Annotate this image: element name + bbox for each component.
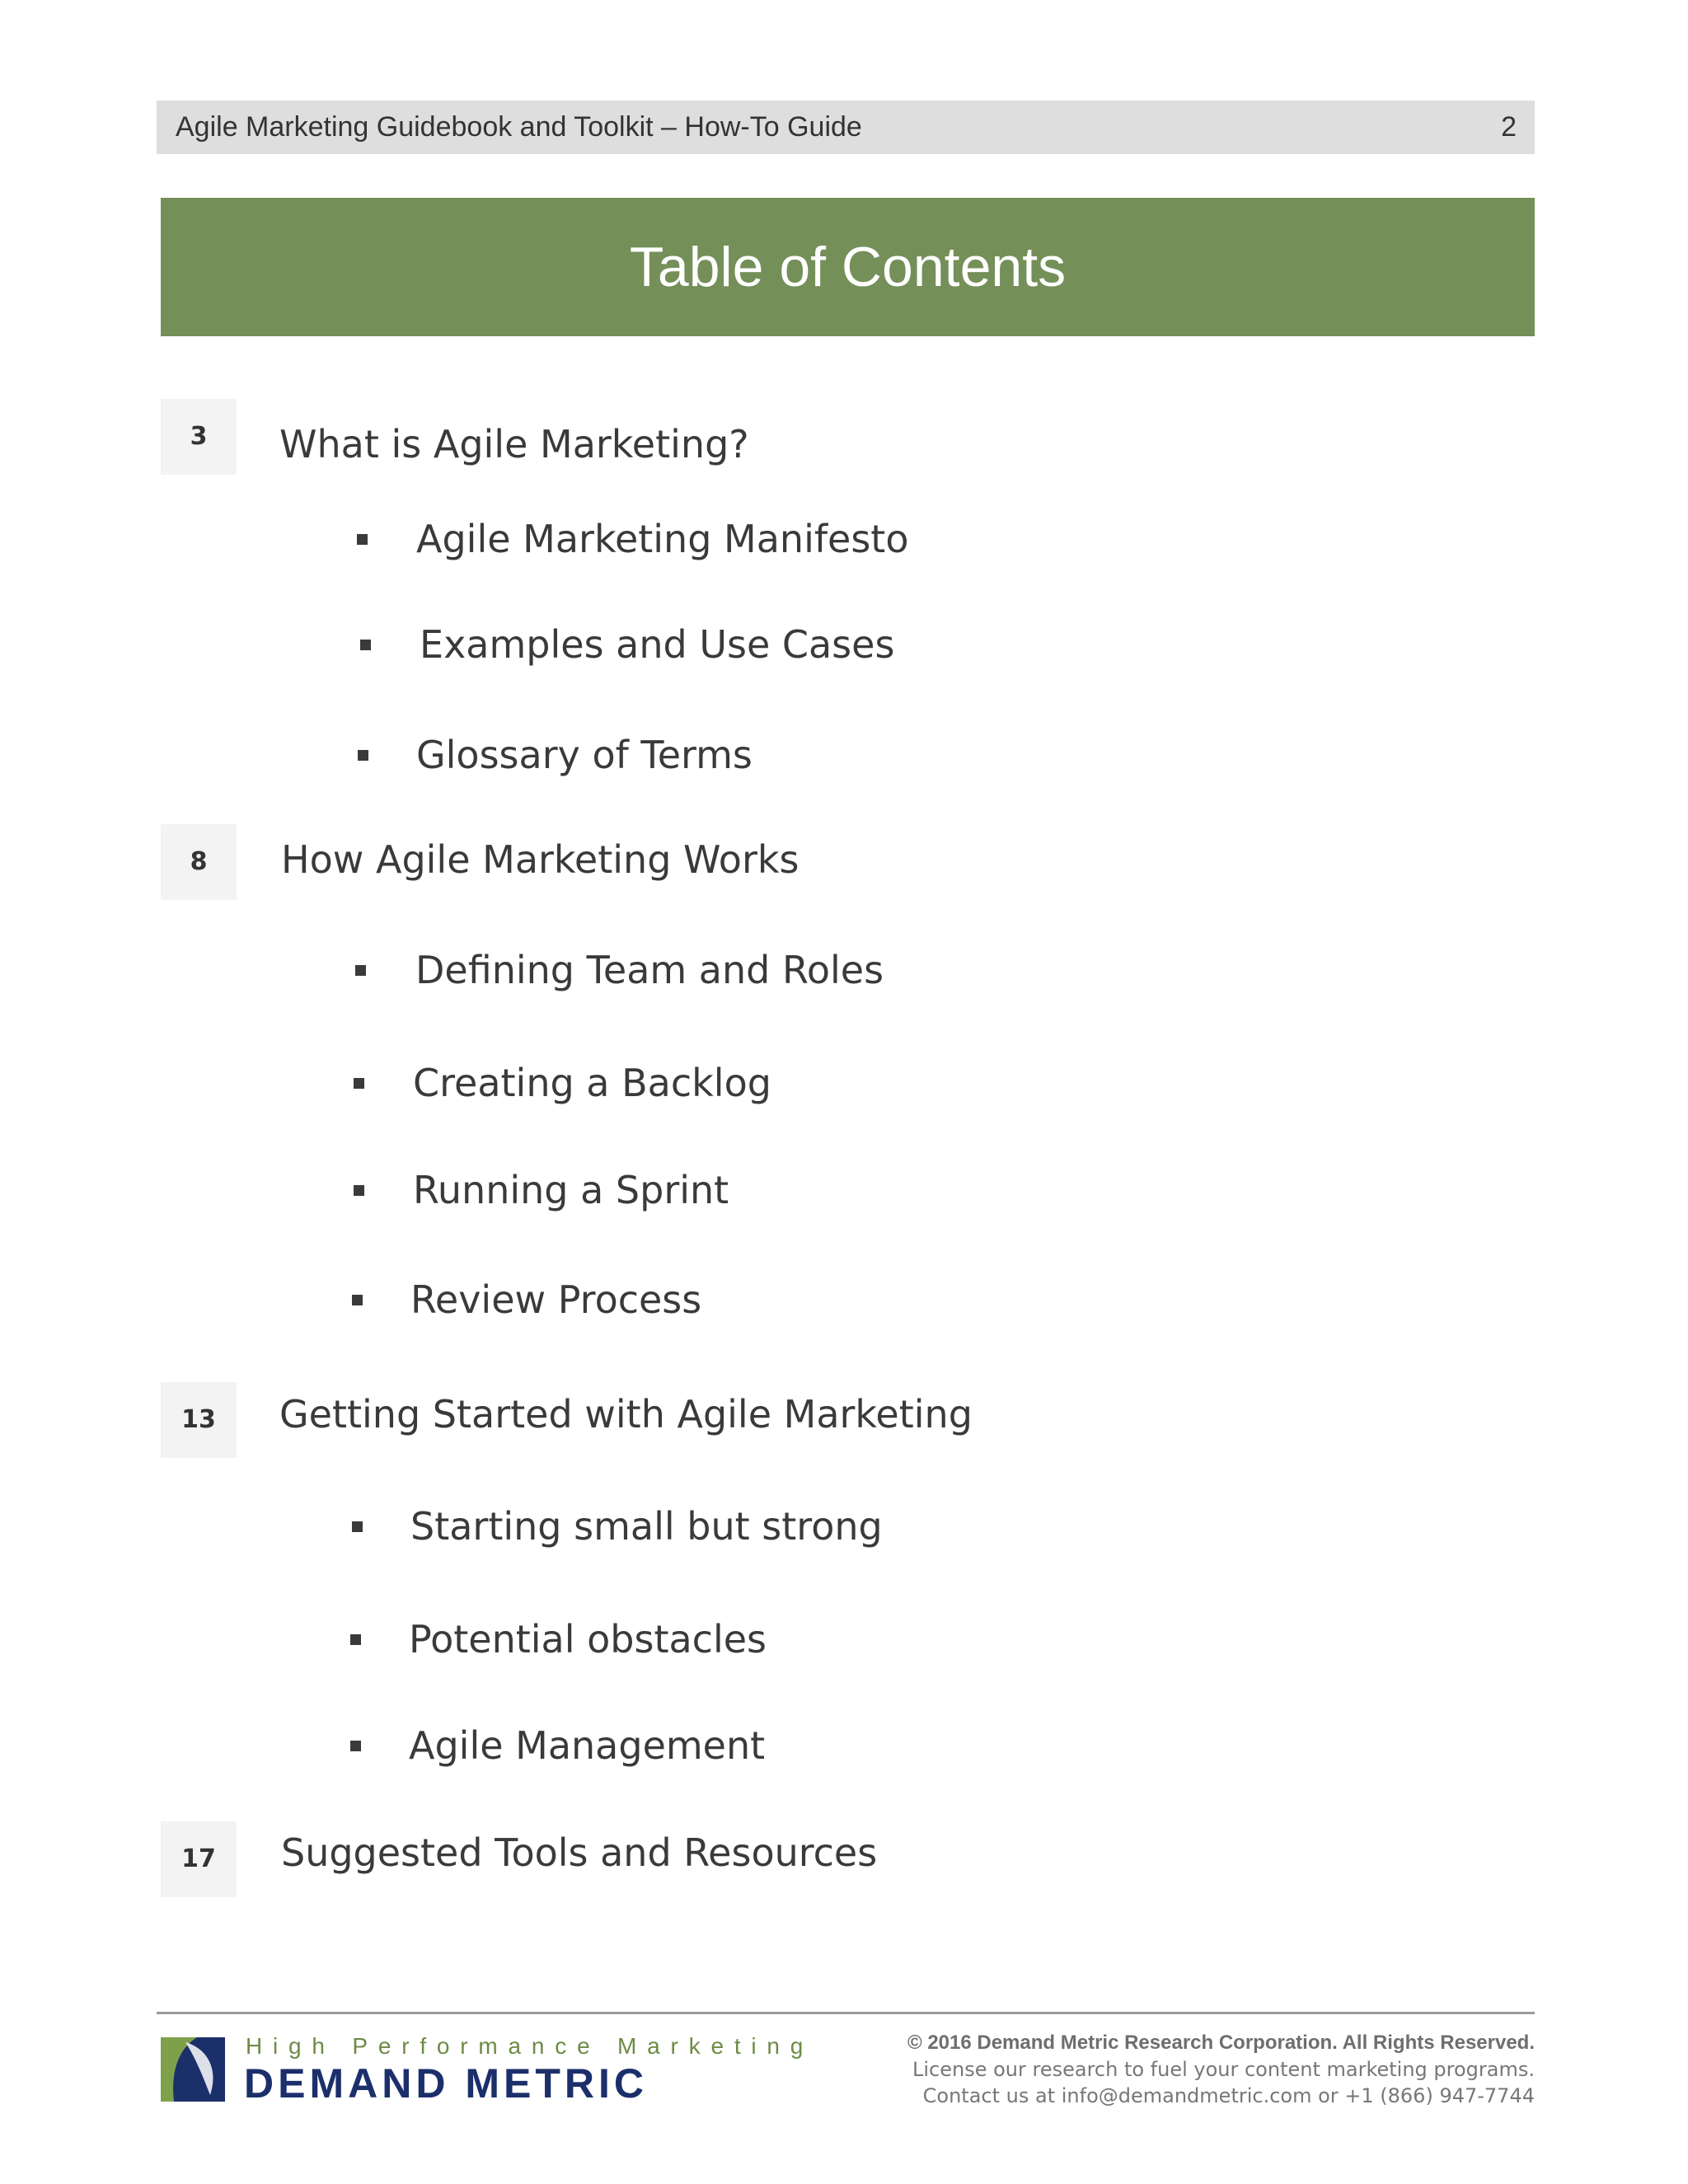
logo-tagline: High Performance Marketing [246, 2033, 814, 2059]
section-page-number[interactable]: 3 [161, 399, 237, 475]
square-bullet-icon [352, 1295, 363, 1305]
section-page-number[interactable]: 17 [161, 1821, 237, 1897]
square-bullet-icon [357, 534, 368, 545]
toc-sub-item-label: Running a Sprint [413, 1168, 729, 1212]
toc-sub-item-label: Agile Management [409, 1723, 766, 1768]
square-bullet-icon [355, 965, 366, 976]
license-text: License our research to fuel your content marketing programs. [912, 2058, 1535, 2081]
section-title[interactable]: Getting Started with Agile Marketing [279, 1392, 973, 1436]
section-page-number[interactable]: 13 [161, 1382, 237, 1458]
toc-sub-item-label: Glossary of Terms [416, 733, 753, 777]
page-number: 2 [1501, 111, 1517, 143]
contact-info[interactable]: Contact us at info@demandmetric.com or +1 (866) 947-7744 [922, 2084, 1535, 2107]
square-bullet-icon [352, 1521, 363, 1532]
toc-sub-item-label: Agile Marketing Manifesto [416, 517, 909, 561]
toc-sub-item-label: Creating a Backlog [413, 1061, 771, 1105]
footer-divider [157, 2012, 1535, 2014]
toc-sub-item-label: Starting small but strong [410, 1504, 883, 1549]
square-bullet-icon [360, 640, 371, 650]
square-bullet-icon [358, 750, 368, 761]
square-bullet-icon [354, 1078, 364, 1089]
section-title[interactable]: Suggested Tools and Resources [281, 1830, 878, 1875]
toc-sub-item-label: Examples and Use Cases [420, 622, 895, 667]
square-bullet-icon [354, 1185, 364, 1196]
document-title: Agile Marketing Guidebook and Toolkit – How-To Guide [176, 111, 862, 143]
section-title[interactable]: How Agile Marketing Works [281, 837, 799, 882]
toc-sub-item-label: Review Process [410, 1277, 702, 1322]
toc-sub-item-label: Defining Team and Roles [415, 948, 884, 992]
square-bullet-icon [350, 1634, 361, 1645]
demand-metric-logo-icon [161, 2037, 225, 2102]
toc-sub-item-label: Potential obstacles [409, 1617, 767, 1661]
toc-banner [161, 198, 1535, 336]
square-bullet-icon [350, 1741, 361, 1751]
toc-heading: Table of Contents [629, 236, 1067, 298]
logo-wordmark: DEMAND METRIC [244, 2060, 648, 2107]
running-header [157, 101, 1535, 154]
copyright-notice: © 2016 Demand Metric Research Corporation. All Rights Reserved. [907, 2032, 1535, 2054]
section-page-number[interactable]: 8 [161, 824, 237, 900]
footer-info [793, 2030, 1535, 2109]
section-title[interactable]: What is Agile Marketing? [279, 422, 749, 466]
